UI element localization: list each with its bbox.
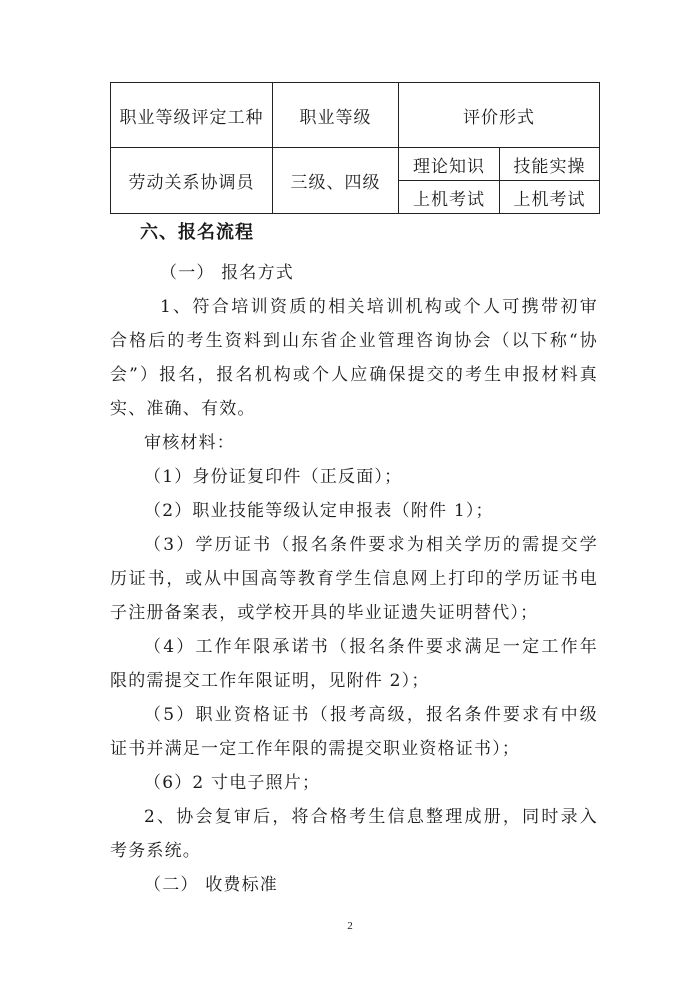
- material-4-line-2: 限的需提交工作年限证明，见附件 2）；: [110, 671, 430, 691]
- section-title: 六、报名流程: [140, 222, 254, 243]
- material-3-line-1: （3）学历证书（报名条件要求为相关学历的需提交学: [144, 535, 598, 555]
- item2-line-1: 2、协会复审后，将合格考生信息整理成册，同时录入: [144, 807, 598, 827]
- subsection-title-2: （二） 收费标准: [144, 875, 279, 895]
- material-2: （2）职业技能等级认定申报表（附件 1）；: [144, 501, 494, 521]
- material-5-line-2: 证书并满足一定工作年限的需提交职业资格证书）；: [110, 739, 521, 759]
- item1-line-4: 实、准确、有效。: [110, 399, 256, 419]
- review-materials-title: 审核材料：: [144, 433, 235, 453]
- item2-line-2: 考务系统。: [110, 841, 201, 861]
- skill-cell: 技能实操: [500, 148, 600, 181]
- material-3-line-2: 历证书，或从中国高等教育学生信息网上打印的学历证书电: [110, 569, 598, 589]
- skill-method-cell: 上机考试: [500, 181, 600, 214]
- header-type-cell: 职业等级评定工种: [111, 83, 273, 148]
- item1-line-2: 合格后的考生资料到山东省企业管理咨询协会（以下称“协: [110, 331, 598, 351]
- item1-line-1: 1、符合培训资质的相关培训机构或个人可携带初审: [160, 297, 598, 317]
- header-level-cell: 职业等级: [273, 83, 399, 148]
- row-type-cell: 劳动关系协调员: [111, 148, 273, 214]
- theory-method-cell: 上机考试: [399, 181, 500, 214]
- material-1: （1）身份证复印件（正反面）；: [144, 467, 403, 487]
- subsection-title-1: （一） 报名方式: [160, 263, 295, 283]
- material-4-line-1: （4）工作年限承诺书（报名条件要求满足一定工作年: [144, 637, 598, 657]
- page-number: 2: [347, 920, 353, 932]
- grade-table: [110, 82, 600, 214]
- material-5-line-1: （5）职业资格证书（报考高级，报名条件要求有中级: [144, 705, 598, 725]
- row-level-cell: 三级、四级: [273, 148, 399, 214]
- material-3-line-3: 子注册备案表，或学校开具的毕业证遗失证明替代）；: [110, 603, 539, 623]
- header-form-cell: 评价形式: [399, 83, 600, 148]
- item1-line-3: 会”）报名，报名机构或个人应确保提交的考生申报材料真: [110, 365, 598, 385]
- material-6: （6）2 寸电子照片；: [144, 773, 321, 793]
- theory-cell: 理论知识: [399, 148, 500, 181]
